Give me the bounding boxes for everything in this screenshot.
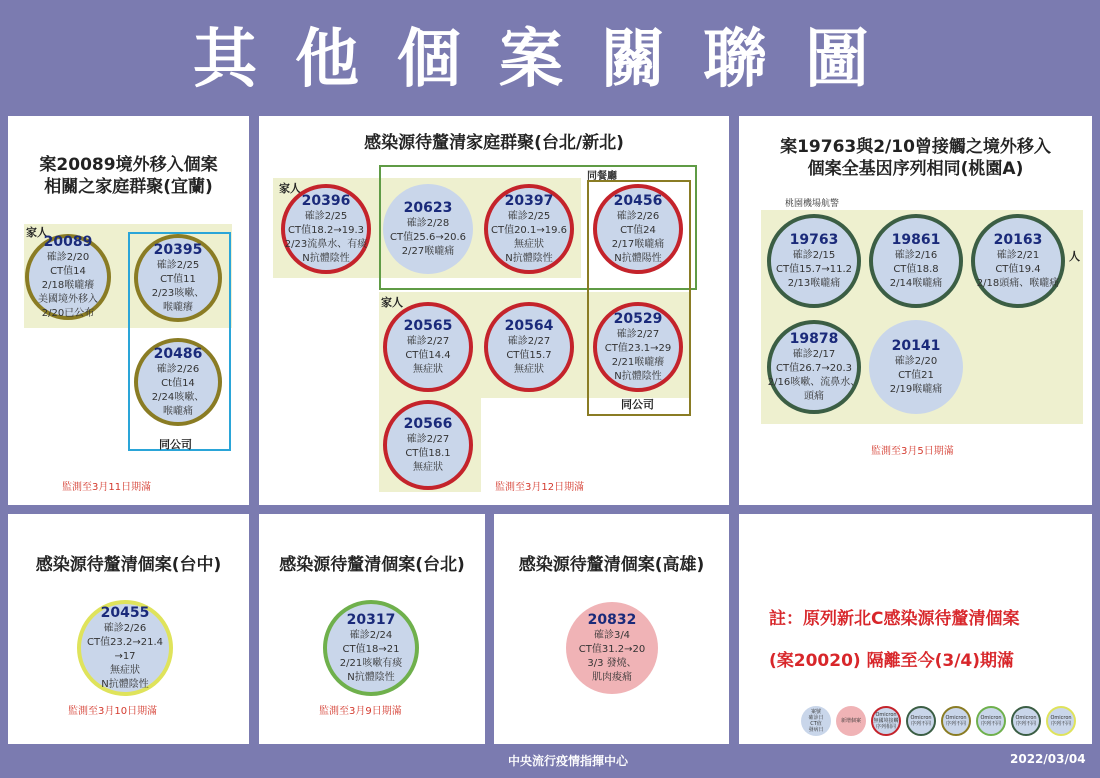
case-line: N抗體陰性 [347,671,395,683]
case-circle-20565 [383,302,473,392]
case-line: 確診2/20 [46,251,90,263]
case-line: 2/27喉嚨痛 [401,245,455,257]
legend-item-text: Omicron [910,715,932,721]
case-id: 20395 [153,241,203,258]
case-line: N抗體陰性 [505,252,553,264]
legend-item-text: 確診日 [808,715,824,721]
case-line: 頭痛 [804,390,824,402]
case-id: 20486 [153,345,203,362]
case-circle-20832 [566,602,658,694]
legend-item-text: 發病日 [808,727,824,733]
panel-title: 感染源待釐清個案(台北) [279,555,465,575]
legend-item-text: 序列不同 [945,721,966,727]
case-line: 2/23咳嗽、 [151,287,205,299]
case-circle-20623 [383,184,473,274]
case-line: CT值18.8 [893,263,939,275]
monitor-text: 監測至3月11日期滿 [62,482,152,493]
monitor-text: 監測至3月12日期滿 [495,482,585,493]
case-line: 確診2/15 [792,249,836,261]
case-line: 確診2/17 [792,348,836,360]
case-line: 肌肉痠痛 [592,671,632,683]
case-id: 20397 [504,192,554,209]
case-line: 2/21咳嗽有痰 [339,657,403,669]
legend-item-text: 序列相同 [875,724,896,730]
case-id: 20396 [301,192,351,209]
case-circle-20486 [134,338,222,426]
legend-item-text: Omicron [980,715,1002,721]
panel-title-line2: 相關之家庭群聚(宜蘭) [44,177,213,197]
legend-item-text: Omicron [1015,715,1037,721]
case-line: 2/18頭痛、喉嚨痛 [976,277,1060,289]
case-id: 19861 [891,231,941,248]
case-line: 無症狀 [413,363,443,375]
legend-item [871,706,901,736]
case-id: 20564 [504,317,554,334]
case-line: CT值18→21 [342,643,400,655]
legend-item [801,706,831,736]
case-circle-20564 [484,302,574,392]
case-line: 無症狀 [514,363,544,375]
case-line: N抗體陰性 [614,370,662,382]
case-circle-19878 [767,320,861,414]
case-line: CT值21 [898,369,934,381]
case-line: 2/17喉嚨痛 [611,238,665,250]
case-line: CT值31.2→20 [578,643,646,655]
case-circle-20456 [593,184,683,274]
legend-item-text: 無國境接觸 [873,718,899,724]
case-line: 確診2/28 [406,217,450,229]
case-line: 確診2/21 [996,249,1040,261]
case-id: 20529 [613,310,663,327]
case-line: 喉嚨痛 [163,405,193,417]
case-id: 20456 [613,192,663,209]
legend-item-text: 序列不同 [910,721,931,727]
case-id: 20163 [993,231,1043,248]
case-id: 20623 [403,199,453,216]
case-id: 19878 [789,330,839,347]
case-id: 20565 [403,317,453,334]
case-circle-20566 [383,400,473,490]
case-line: 2/20已公布 [41,307,95,319]
monitor-text: 監測至3月5日期滿 [871,446,954,457]
case-line: 無症狀 [110,664,140,676]
panel-title: 感染源待釐清個案(高雄) [518,555,705,575]
case-line: 確診2/27 [616,328,660,340]
case-line: 確診3/4 [593,629,631,641]
case-line: CT值23.1→29 [604,342,672,354]
panel-title-line1: 案19763與2/10曾接觸之境外移入 [780,137,1051,157]
case-line: N抗體陰性 [101,678,149,690]
panel-title: 感染源待釐清個案(台中) [35,555,222,575]
case-line: Ct值14 [161,377,195,389]
case-circle-20397 [484,184,574,274]
case-line: CT值26.7→20.3 [775,362,852,374]
case-circle-20529 [593,302,683,392]
legend-item-text: Omicron [1050,715,1072,721]
case-line: 確診2/20 [894,355,938,367]
case-line: 2/14喉嚨痛 [889,277,943,289]
case-line: CT值18.1 [405,447,451,459]
case-line: 無症狀 [514,238,544,250]
legend-item-text: Omicron [875,712,897,718]
case-circle-19763 [767,214,861,308]
case-line: 2/23流鼻水、有痰 [284,238,368,250]
case-line: 2/16咳嗽、流鼻水、 [767,376,861,388]
company-label: 同公司 [159,438,192,451]
legend-item-text: CT值 [810,721,822,727]
case-line: 確診2/26 [103,622,147,634]
panel-taichung [8,514,249,744]
note-line2: (案20020) 隔離至今(3/4)期滿 [769,651,1015,671]
case-line: 確診2/27 [406,433,450,445]
case-circle-20395 [134,234,222,322]
case-id: 20832 [587,611,637,628]
person-label: 人 [1069,250,1080,263]
family-label: 家人 [26,226,48,239]
page-title: 其他個案關聯圖 [193,23,907,97]
case-line: 確診2/16 [894,249,938,261]
case-circle-20089 [25,234,111,320]
case-line: 3/3 發燒、 [587,657,637,669]
legend-item-text: 序列不同 [1050,721,1071,727]
legend-item [976,706,1006,736]
case-line: 確診2/25 [507,210,551,222]
case-line: CT值25.6→20.6 [389,231,466,243]
case-circle-20396 [281,184,371,274]
case-line: CT值23.2→21.4 [86,636,163,648]
case-id: 20089 [43,233,93,250]
case-line: CT值18.2→19.3 [287,224,364,236]
case-line: 確診2/27 [406,335,450,347]
case-line: CT值14 [50,265,86,277]
case-id: 19763 [789,231,839,248]
legend-item [906,706,936,736]
panel-yilan [8,116,249,505]
case-circle-20141 [869,320,963,414]
company-label: 同公司 [621,398,654,411]
case-id: 20455 [100,604,150,621]
case-line: CT值24 [620,224,656,236]
case-line: CT值11 [160,273,196,285]
legend-item [1011,706,1041,736]
case-id: 20141 [891,337,941,354]
monitor-text: 監測至3月10日期滿 [68,706,158,717]
case-line: N抗體陰性 [302,252,350,264]
case-line: 2/21喉嚨癢 [611,356,665,368]
case-id: 20566 [403,415,453,432]
note-line1: 註：原列新北C感染源待釐清個案 [769,609,1020,629]
footer-date: 2022/03/04 [1010,752,1086,766]
legend-item-text: 序列不同 [1015,721,1036,727]
panel-taoyuan [739,116,1092,505]
case-circle-20163 [971,214,1065,308]
panel-note [739,514,1092,744]
family-label-1: 家人 [279,182,301,195]
airport-label: 桃園機場航警 [785,199,840,209]
case-line: 確診2/24 [349,629,393,641]
legend-item [836,706,866,736]
panel-title: 感染源待釐清家庭群聚(台北/新北) [364,133,624,153]
panel-title-line1: 案20089境外移入個案 [39,155,218,175]
case-line: 2/13喉嚨痛 [787,277,841,289]
case-line: 確診2/26 [156,363,200,375]
family-label-2: 家人 [381,296,403,309]
legend-item [1046,706,1076,736]
case-line: 確診2/25 [156,259,200,271]
case-circle-19861 [869,214,963,308]
case-line: 喉嚨癢 [163,301,193,313]
panel-taipei [259,514,485,744]
case-line: N抗體陽性 [614,252,662,264]
case-line: 2/18喉嚨癢 [41,279,95,291]
case-line: 2/19喉嚨痛 [889,383,943,395]
panel-taipei-newtaipei [259,116,729,505]
case-line: 確診2/27 [507,335,551,347]
case-line: 無症狀 [413,461,443,473]
legend-item-text: 序列不同 [980,721,1001,727]
case-circle-20317 [323,600,419,696]
footer-center: 中央流行疫情指揮中心 [508,754,629,768]
case-id: 20317 [346,611,396,628]
case-line: CT值19.4 [995,263,1041,275]
legend-item-text: 案號 [810,709,821,715]
case-line: 2/24咳嗽、 [151,391,205,403]
case-line: CT值15.7→11.2 [775,263,852,275]
restaurant-label: 同餐廳 [587,171,617,182]
case-line: CT值15.7 [506,349,552,361]
case-line: CT值14.4 [405,349,451,361]
case-line: 確診2/26 [616,210,660,222]
legend-item-text: Omicron [945,715,967,721]
case-line: →17 [114,650,136,662]
case-line: CT值20.1→19.6 [490,224,567,236]
panel-title-line2: 個案全基因序列相同(桃園A) [807,159,1024,179]
legend [801,706,1091,738]
case-line: 美國境外移入 [38,293,98,305]
panel-kaohsiung [494,514,729,744]
case-line: 確診2/25 [304,210,348,222]
case-circle-20455 [77,600,173,696]
legend-item [941,706,971,736]
legend-item-text: 新增個案 [840,718,861,724]
monitor-text: 監測至3月9日期滿 [319,706,402,717]
